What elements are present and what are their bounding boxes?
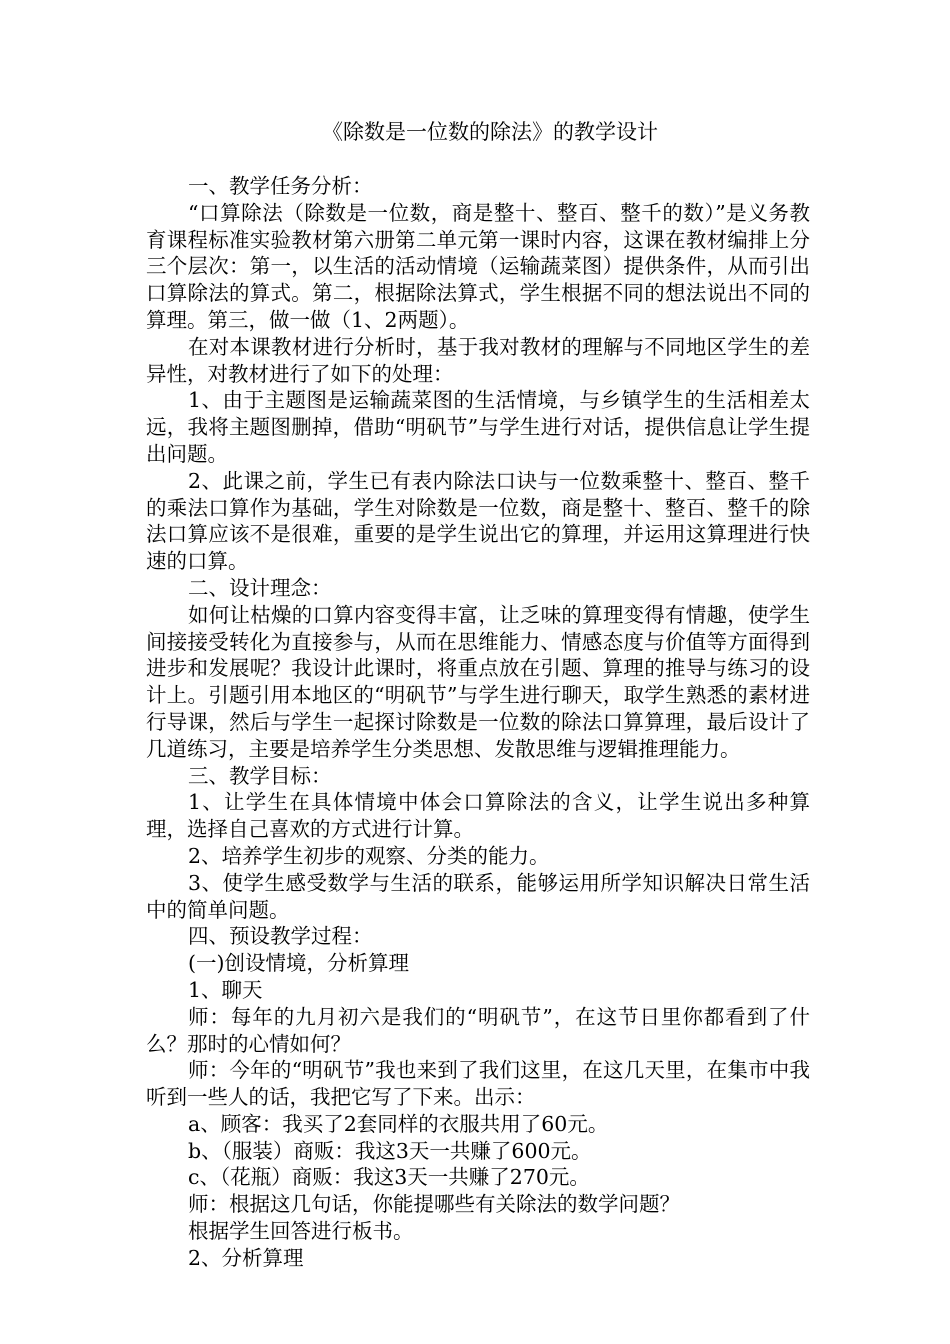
example-c: c、（花瓶）商贩：我这3天一共赚了270元。 (188, 1165, 590, 1190)
document-page (146, 118, 810, 1272)
section-heading-task-analysis: 一、教学任务分析： (188, 174, 373, 198)
example-b: b、（服装）商贩：我这3天一共赚了600元。 (188, 1138, 592, 1163)
paragraph-point-2: 2、此课之前，学生已有表内除法口诀与一位数乘整十、整百、整千的乘法口算作为基础，学生对除数是一位数，商是整十、整百、整千的除法口算应该不是很难，重要的是学生说出它的算理，并运用这算理进行快速的口算。 (146, 468, 810, 574)
paragraph-design-concept: 如何让枯燥的口算内容变得丰富，让乏味的算理变得有情趣，使学生间接接受转化为直接参与，从而在思维能力、情感态度与价值等方面得到进步和发展呢？我设计此课时，将重点放在引题、算理的推导与练习的设计上。引题引用本地区的“明矾节”与学生进行聊天，取学生熟悉的素材进行导课，然后与学生一起探讨除数是一位数的除法口算算理，最后设计了几道练习，主要是培养学生分类思想、发散思维与逻辑推理能力。 (146, 602, 810, 761)
example-a: a、顾客：我买了2套同样的衣服共用了60元。 (188, 1111, 609, 1136)
objective-3: 3、使学生感受数学与生活的联系，能够运用所学知识解决日常生活中的简单问题。 (146, 870, 810, 922)
subsection-heading-situation: (一)创设情境，分析算理 (188, 951, 409, 976)
paragraph-point-1: 1、由于主题图是运输蔬菜图的生活情境，与乡镇学生的生活相差太远，我将主题图删掉，借助“明矾节”与学生进行对话，提供信息让学生提出问题。 (146, 388, 810, 466)
board-note: 根据学生回答进行板书。 (188, 1219, 414, 1244)
section-heading-design-concept: 二、设计理念： (188, 575, 332, 600)
paragraph-intro: “口算除法（除数是一位数，商是整十、整百、整千的数）”是义务教育课程标准实验教材第六册第二单元第一课时内容，这课在教材编排上分三个层次：第一，以生活的活动情境（运输蔬菜图）提供条件，从而引出口算除法的算式。第二，根据除法算式，学生根据不同的想法说出不同的算理。第三，做一做（1、2两题）。 (146, 200, 810, 332)
teacher-line-1: 师：每年的九月初六是我们的“明矾节”，在这节日里你都看到了什么？那时的心情如何？ (146, 1004, 810, 1056)
paragraph-analysis: 在对本课教材进行分析时，基于我对教材的理解与不同地区学生的差异性，对教材进行了如下的处理： (146, 334, 810, 386)
step-analyze: 2、分析算理 (188, 1245, 304, 1270)
section-heading-objectives: 三、教学目标： (188, 763, 332, 788)
objective-1: 1、让学生在具体情境中体会口算除法的含义，让学生说出多种算理，选择自己喜欢的方式进行计算。 (146, 790, 810, 842)
objective-2: 2、培养学生初步的观察、分类的能力。 (188, 843, 550, 868)
teacher-line-2: 师：今年的“明矾节”我也来到了我们这里，在这几天里，在集市中我听到一些人的话，我把它写了下来。出示： (146, 1058, 810, 1110)
title-spacer (146, 146, 810, 173)
section-heading-process: 四、预设教学过程： (188, 924, 373, 949)
teacher-question: 师：根据这几句话，你能提哪些有关除法的数学问题？ (188, 1192, 680, 1217)
document-body (146, 173, 810, 1272)
document-title: 《除数是一位数的除法》的教学设计 (322, 120, 658, 144)
step-chat: 1、聊天 (188, 977, 263, 1002)
